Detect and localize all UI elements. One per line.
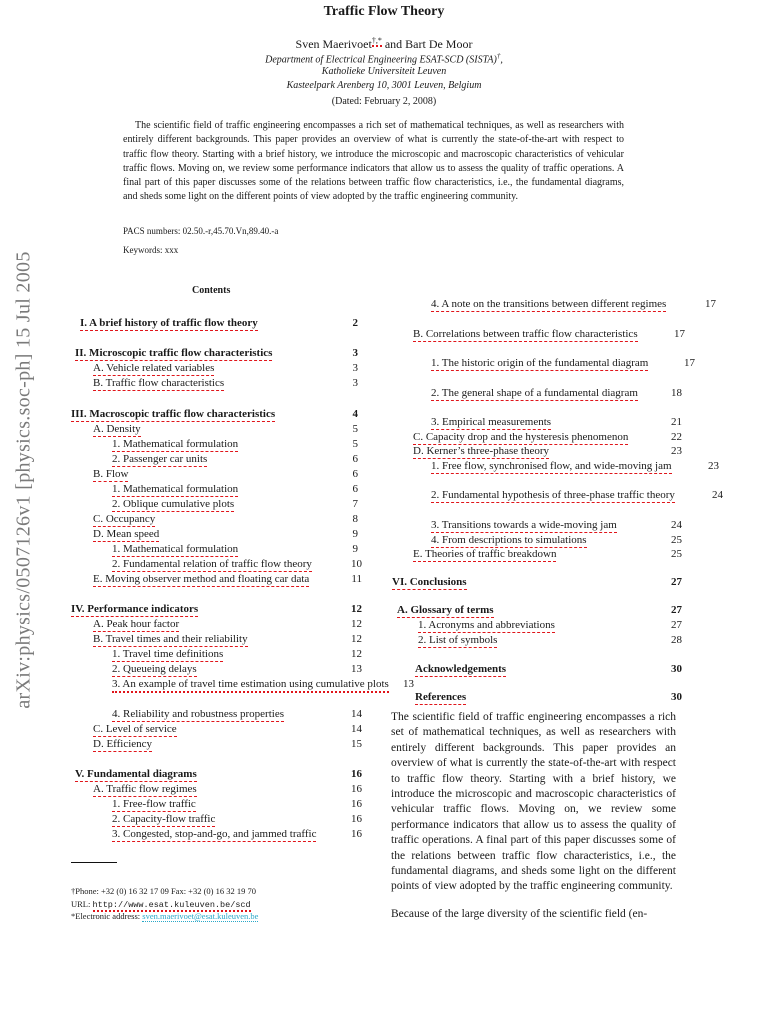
toc-page: 2 [352, 317, 358, 329]
toc-label[interactable]: D. Kerner’s three-phase theory [413, 445, 550, 457]
toc-label[interactable]: 1. Acronyms and abbreviations [418, 619, 555, 631]
toc-label[interactable]: 1. Travel time definitions [112, 648, 224, 660]
toc-label[interactable]: IV. Performance indicators [71, 603, 199, 615]
toc-page: 12 [351, 618, 362, 630]
toc-page: 15 [351, 738, 362, 750]
toc-page: 27 [671, 604, 682, 616]
toc-page: 27 [671, 619, 682, 631]
toc-label[interactable]: A. Density [93, 423, 141, 435]
pacs-numbers: PACS numbers: 02.50.-r,45.70.Vn,89.40.-a [123, 226, 279, 236]
footnote-rule [71, 862, 117, 863]
toc-page: 25 [671, 534, 682, 546]
contents-heading: Contents [192, 285, 231, 296]
toc-label[interactable]: D. Efficiency [93, 738, 153, 750]
toc-label[interactable]: 3. An example of travel time estimation using cumulative plots [112, 677, 389, 693]
toc-label[interactable]: A. Traffic flow regimes [93, 783, 197, 795]
toc-page: 3 [352, 347, 358, 359]
toc-label[interactable]: E. Moving observer method and floating car data [93, 573, 310, 585]
toc-label[interactable]: 1. Mathematical formulation [112, 543, 239, 555]
email-label: *Electronic address: [71, 911, 143, 921]
toc-label[interactable]: A. Vehicle related variables [93, 362, 215, 374]
toc-label[interactable]: A. Glossary of terms [397, 604, 494, 616]
toc-label[interactable]: 1. Free flow, synchronised flow, and wide-moving jam [431, 460, 672, 472]
toc-page: 6 [352, 468, 358, 480]
toc-label[interactable]: D. Mean speed [93, 528, 160, 540]
toc-label[interactable]: 3. Transitions towards a wide-moving jam [431, 519, 617, 531]
affiliation-university: Katholieke Universiteit Leuven [321, 66, 447, 77]
author-marks-link[interactable]: †,* [371, 36, 382, 45]
toc-page: 14 [351, 708, 362, 720]
toc-label[interactable]: VI. Conclusions [392, 576, 467, 588]
toc-page: 22 [671, 431, 682, 443]
toc-page: 16 [351, 828, 362, 840]
toc-label[interactable]: II. Microscopic traffic flow characteristics [75, 347, 273, 359]
toc-page: 9 [352, 543, 358, 555]
dated-line: (Dated: February 2, 2008) [331, 96, 437, 107]
toc-label[interactable]: C. Occupancy [93, 513, 156, 525]
abstract-text: The scientific field of traffic engineering encompasses a rich set of mathematical techniques, as well as researchers with entirely different backgrounds. This paper provides an overview of what is currently the state-of-the-art with respect to traffic flow theory. Starting with a brief history, we introduce the microscopic and macroscopic characteristics of vehicular traffic flows. Moving on, we review some performance indicators that allow us to assess the quality of traffic operations. A final part of this paper discusses some of the relations between traffic flow characteristics, i.e., the fundamental diagrams, and sheds some light on the different points of view adopted by the traffic engineering community. [123, 120, 624, 203]
toc-page: 17 [674, 328, 685, 340]
toc-label[interactable]: C. Capacity drop and the hysteresis phenomenon [413, 431, 629, 443]
toc-label[interactable]: 4. From descriptions to simulations [431, 534, 587, 546]
toc-page: 13 [351, 663, 362, 675]
toc-page: 8 [352, 513, 358, 525]
toc-label[interactable]: 2. The general shape of a fundamental diagram [431, 387, 638, 399]
toc-page: 17 [705, 298, 716, 310]
toc-page: 14 [351, 723, 362, 735]
toc-page: 17 [684, 357, 695, 369]
toc-label[interactable]: 2. Fundamental hypothesis of three-phase traffic theory [431, 489, 675, 501]
paper-title: Traffic Flow Theory [323, 4, 445, 19]
affiliation-address: Kasteelpark Arenberg 10, 3001 Leuven, Belgium [286, 80, 482, 91]
toc-label[interactable]: B. Travel times and their reliability [93, 633, 248, 645]
toc-page: 24 [712, 489, 723, 501]
author-maerivoet: Sven Maerivoet [295, 37, 372, 51]
toc-label[interactable]: 1. Mathematical formulation [112, 438, 239, 450]
intro-paragraph-continued [391, 908, 676, 920]
toc-label[interactable]: 2. Queueing delays [112, 663, 197, 675]
toc-label[interactable]: 4. A note on the transitions between different regimes [431, 298, 667, 310]
toc-page: 12 [351, 648, 362, 660]
toc-page: 16 [351, 813, 362, 825]
toc-label[interactable]: A. Peak hour factor [93, 618, 180, 630]
toc-label[interactable]: 4. Reliability and robustness properties [112, 708, 284, 720]
toc-page: 23 [671, 445, 682, 457]
author-demoor: and Bart De Moor [381, 37, 473, 51]
toc-label[interactable]: 3. Congested, stop-and-go, and jammed traffic [112, 828, 317, 840]
toc-label[interactable]: 2. Oblique cumulative plots [112, 498, 235, 510]
toc-page: 7 [352, 498, 358, 510]
toc-label[interactable]: 3. Empirical measurements [431, 416, 552, 428]
arxiv-id: arXiv:physics/0507126v1 [physics.soc-ph] 15 Jul 2005 [12, 251, 35, 709]
toc-page: 12 [351, 633, 362, 645]
email-link[interactable]: sven.maerivoet@esat.kuleuven.be [142, 911, 259, 921]
toc-label[interactable]: E. Theories of traffic breakdown [413, 548, 557, 560]
toc-page: 13 [403, 678, 414, 690]
affiliation-department: Department of Electrical Engineering ESAT-SCD (SISTA) [265, 54, 497, 66]
toc-page: 28 [671, 634, 682, 646]
toc-label[interactable]: 1. Free-flow traffic [112, 798, 196, 810]
toc-page: 24 [671, 519, 682, 531]
toc-page: 4 [352, 408, 358, 420]
toc-page: 30 [671, 663, 682, 675]
footnote-phone: †Phone: +32 (0) 16 32 17 09 Fax: +32 (0) 16 32 19 70 [71, 886, 257, 896]
toc-page: 18 [671, 387, 682, 399]
toc-page: 12 [351, 603, 362, 615]
abstract [123, 119, 624, 205]
intro-paragraph: The scientific field of traffic engineering encompasses a rich set of mathematical techniques, as well as researchers with entirely different backgrounds. This paper provides an overview of what is currently the state-of-the-art with respect to traffic flow theory. Starting with a brief history, we introduce the microscopic and macroscopic characteristics of vehicular traffic flows. Moving on, we review some performance indicators that allow us to assess the quality of traffic operations. A final part of this paper discusses some of the relations between traffic flow characteristics, i.e., the fundamental diagrams, and sheds some light on the different points of view adopted by the traffic engineering community. [391, 711, 676, 893]
toc-label[interactable]: Acknowledgements [415, 663, 507, 675]
affiliation-mark: † [496, 52, 501, 60]
toc-label[interactable]: B. Traffic flow characteristics [93, 377, 225, 389]
url-link[interactable]: http://www.esat.kuleuven.be/scd [92, 900, 251, 910]
url-label: URL: [71, 899, 93, 909]
toc-page: 3 [352, 377, 358, 389]
toc-page: 21 [671, 416, 682, 428]
toc-label[interactable]: 2. Capacity-flow traffic [112, 813, 216, 825]
arxiv-sidebar-stamp [0, 180, 48, 780]
keywords: Keywords: xxx [123, 245, 179, 255]
toc-page: 3 [352, 362, 358, 374]
toc-page: 16 [351, 768, 362, 780]
toc-label[interactable]: III. Macroscopic traffic flow characteristics [71, 408, 276, 420]
toc-label[interactable]: C. Level of service [93, 723, 177, 735]
toc-label[interactable]: 2. List of symbols [418, 634, 498, 646]
toc-page: 23 [708, 460, 719, 472]
toc-label[interactable]: References [415, 691, 467, 703]
toc-label[interactable]: B. Correlations between traffic flow characteristics [413, 328, 638, 340]
toc-page: 27 [671, 576, 682, 588]
toc-label[interactable]: I. A brief history of traffic flow theory [80, 317, 258, 329]
footnote-url [71, 899, 251, 910]
toc-label[interactable]: B. Flow [93, 468, 129, 480]
toc-page: 5 [352, 438, 358, 450]
toc-label[interactable]: 2. Fundamental relation of traffic flow theory [112, 558, 312, 570]
footnote-email [71, 911, 258, 921]
toc-page: 6 [352, 453, 358, 465]
toc-page: 16 [351, 798, 362, 810]
toc-page: 10 [351, 558, 362, 570]
toc-page: 16 [351, 783, 362, 795]
toc-page: 11 [351, 573, 362, 585]
toc-label[interactable]: 1. The historic origin of the fundamental diagram [431, 357, 649, 369]
intro-paragraph-2: Because of the large diversity of the scientific field (en- [391, 908, 648, 920]
toc-label[interactable]: 1. Mathematical formulation [112, 483, 239, 495]
toc-label[interactable]: V. Fundamental diagrams [75, 768, 197, 780]
toc-page: 6 [352, 483, 358, 495]
affiliation-line-1: Department of Electrical Engineering ESAT-SCD (SISTA)†, [265, 52, 503, 66]
toc-label[interactable]: 2. Passenger car units [112, 453, 208, 465]
toc-page: 5 [352, 423, 358, 435]
toc-page: 25 [671, 548, 682, 560]
authors-line [0, 36, 768, 52]
toc-page: 30 [671, 691, 682, 703]
toc-page: 9 [352, 528, 358, 540]
